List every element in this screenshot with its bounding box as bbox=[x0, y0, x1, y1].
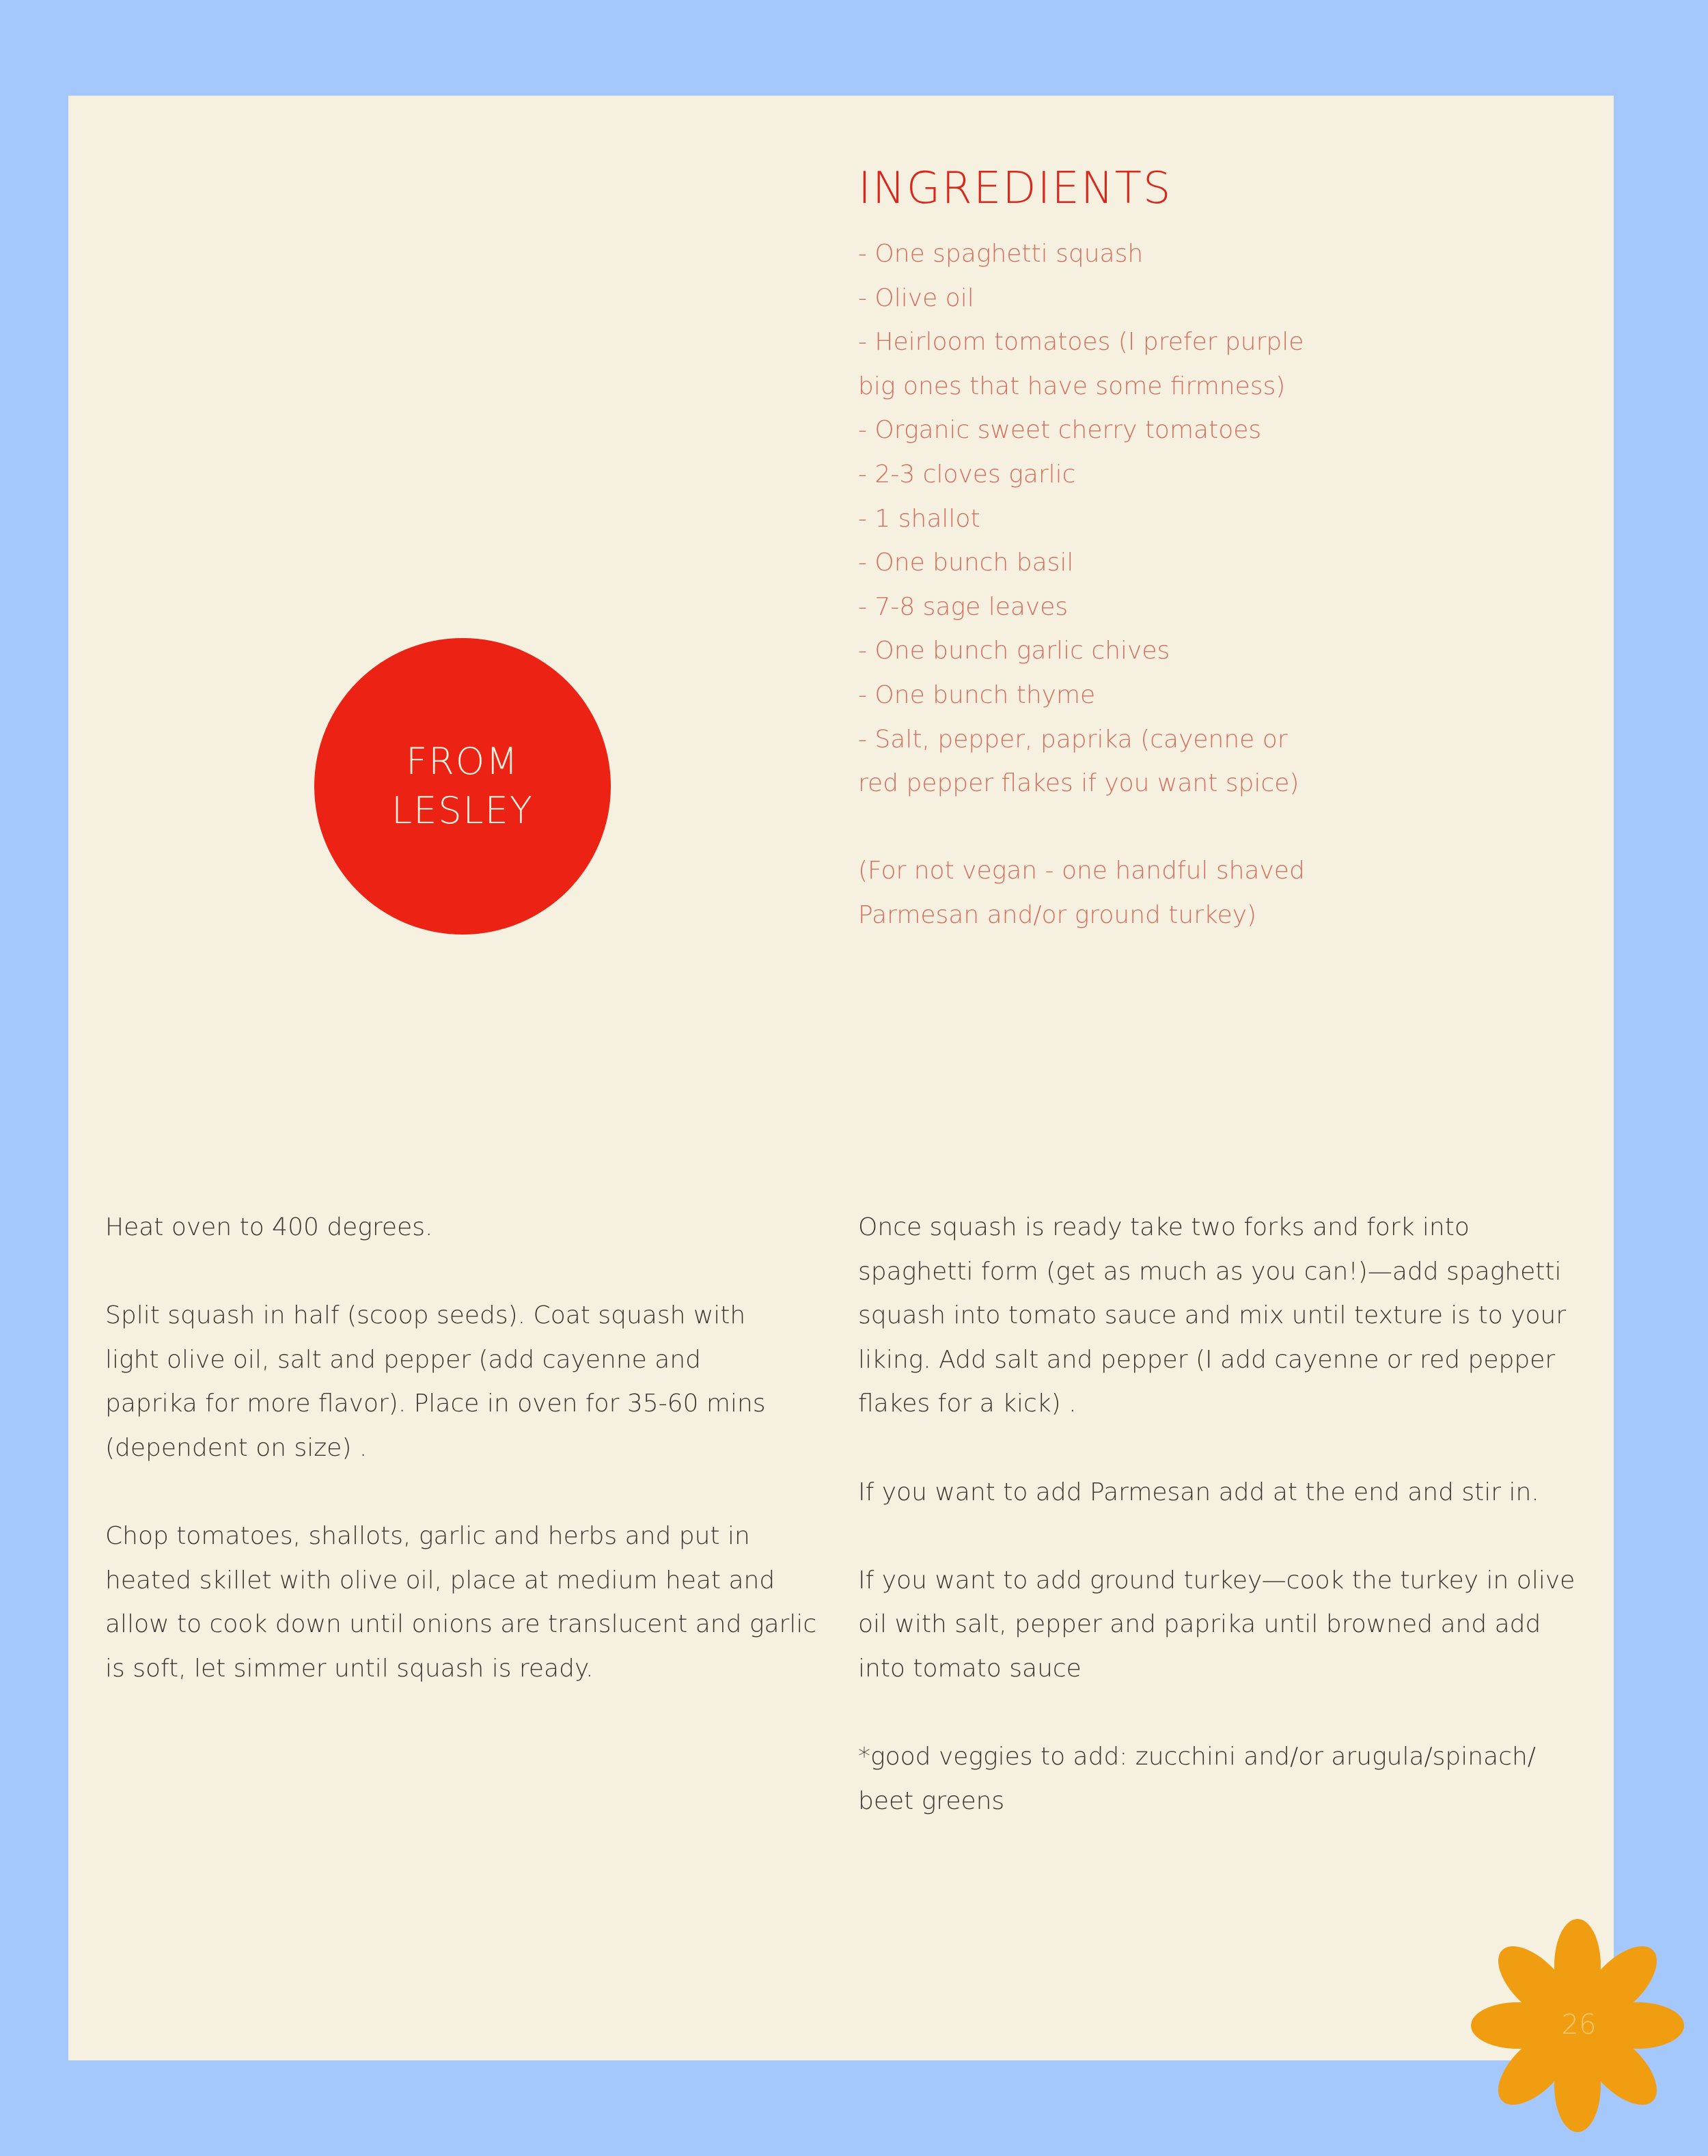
method-paragraph bbox=[105, 1515, 816, 1691]
ingredient-line: red pepper flakes if you want spice) bbox=[858, 769, 1299, 798]
method-paragraph bbox=[858, 1735, 1575, 1823]
from-lesley-badge bbox=[314, 638, 611, 935]
method-line: oil with salt, pepper and paprika until browned and add bbox=[858, 1610, 1541, 1639]
method-line: Chop tomatoes, shallots, garlic and herbs and put in bbox=[105, 1522, 750, 1551]
method-line: heated skillet with olive oil, place at medium heat and bbox=[105, 1566, 775, 1594]
ingredient-line: big ones that have some firmness) bbox=[858, 372, 1286, 400]
method-paragraph bbox=[105, 1294, 816, 1470]
method-paragraph bbox=[858, 1471, 1575, 1515]
note-line: (For not vegan - one handful shaved bbox=[858, 857, 1305, 885]
ingredient-line: - 7-8 sage leaves bbox=[858, 592, 1069, 621]
ingredient-line: - One spaghetti squash bbox=[858, 240, 1144, 268]
note-line: Parmesan and/or ground turkey) bbox=[858, 900, 1257, 929]
method-line: Heat oven to 400 degrees. bbox=[105, 1213, 433, 1241]
badge-line-1: FROM bbox=[406, 740, 519, 783]
ingredient-line: - 1 shallot bbox=[858, 504, 980, 533]
method-paragraph bbox=[858, 1559, 1575, 1691]
method-line: spaghetti form (get as much as you can!)—add spaghetti bbox=[858, 1257, 1562, 1286]
method-line: beet greens bbox=[858, 1786, 1005, 1815]
method-line: allow to cook down until onions are translucent and garlic bbox=[105, 1610, 817, 1639]
method-line: *good veggies to add: zucchini and/or arugula/spinach/ bbox=[858, 1743, 1536, 1771]
method-line: paprika for more flavor). Place in oven for 35-60 mins bbox=[105, 1390, 766, 1418]
method-line: If you want to add Parmesan add at the end and stir in. bbox=[858, 1478, 1539, 1506]
badge-label bbox=[360, 737, 565, 835]
ingredient-line: - One bunch thyme bbox=[858, 680, 1096, 709]
method-line: is soft, let simmer until squash is ready. bbox=[105, 1654, 594, 1683]
ingredients-heading: INGREDIENTS bbox=[858, 163, 1172, 214]
ingredients-list bbox=[858, 232, 1304, 806]
method-column-right bbox=[858, 1206, 1575, 1868]
badge-line-2: LESLEY bbox=[391, 789, 534, 832]
method-line: liking. Add salt and pepper (I add cayenne or red pepper bbox=[858, 1345, 1556, 1374]
ingredients-note bbox=[858, 849, 1305, 937]
page-number: 26 bbox=[1561, 2009, 1597, 2041]
ingredient-line: - 2-3 cloves garlic bbox=[858, 460, 1076, 488]
method-line: squash into tomato sauce and mix until texture is to your bbox=[858, 1301, 1567, 1330]
method-paragraph bbox=[858, 1206, 1575, 1426]
ingredient-line: - Organic sweet cherry tomatoes bbox=[858, 416, 1262, 445]
method-line: Split squash in half (scoop seeds). Coat squash with bbox=[105, 1301, 746, 1330]
method-line: If you want to add ground turkey—cook the turkey in olive bbox=[858, 1566, 1575, 1594]
ingredient-line: - Olive oil bbox=[858, 284, 974, 312]
method-line: flakes for a kick) . bbox=[858, 1390, 1077, 1418]
method-line: Once squash is ready take two forks and fork into bbox=[858, 1213, 1470, 1241]
method-column-left bbox=[105, 1206, 816, 1735]
method-line: (dependent on size) . bbox=[105, 1433, 368, 1462]
ingredient-line: - One bunch garlic chives bbox=[858, 637, 1170, 665]
method-paragraph bbox=[105, 1206, 816, 1250]
ingredient-line: - One bunch basil bbox=[858, 549, 1074, 577]
ingredient-line: - Heirloom tomatoes (I prefer purple bbox=[858, 328, 1304, 357]
method-line: light olive oil, salt and pepper (add cayenne and bbox=[105, 1345, 701, 1374]
method-line: into tomato sauce bbox=[858, 1654, 1082, 1683]
ingredient-line: - Salt, pepper, paprika (cayenne or bbox=[858, 725, 1288, 754]
